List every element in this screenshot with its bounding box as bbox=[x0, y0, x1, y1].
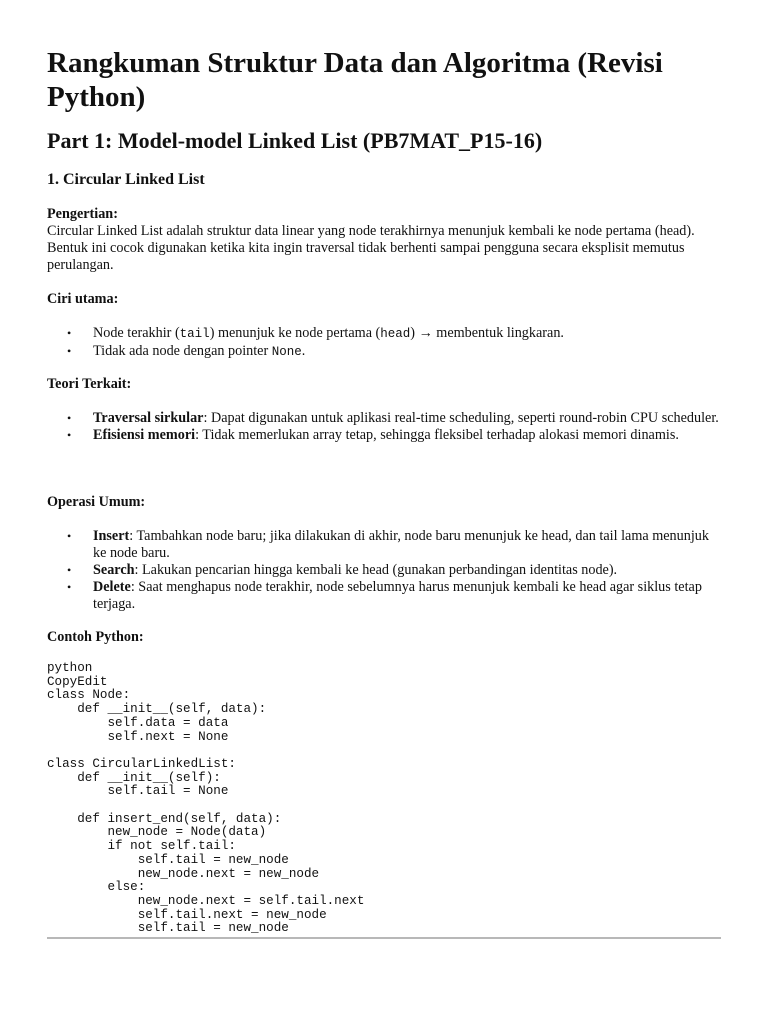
theory-section bbox=[47, 376, 722, 444]
theory-label: Teori Terkait: bbox=[47, 376, 132, 392]
list-item: • Traversal sirkular: Dapat digunakan untuk aplikasi real-time scheduling, seperti round-robin CPU scheduler. bbox=[67, 410, 719, 426]
definition-section bbox=[47, 206, 722, 274]
code-block: python CopyEdit class Node: def __init__(self, data): self.data = data self.next = None class CircularLinkedList: def __init__(self): self.tail = None def insert_end(self, data): new_node = Node(data) if not self.tail: self.tail = new_node new_node.next = new_node else: new_node.next = self.tail.next self.tail.next = new_node self.tail = new_node bbox=[47, 661, 365, 936]
bullet-icon: • bbox=[67, 344, 72, 358]
list-item: • Tidak ada node dengan pointer None. bbox=[67, 343, 306, 359]
features-section bbox=[47, 291, 722, 361]
document-title: Rangkuman Struktur Data dan Algoritma (Revisi Python) bbox=[47, 47, 663, 113]
operations-list bbox=[47, 528, 722, 613]
definition-label: Pengertian: bbox=[47, 206, 118, 222]
page-divider bbox=[47, 937, 721, 939]
bullet-icon: • bbox=[67, 563, 72, 577]
theory-list bbox=[47, 410, 722, 444]
bullet-icon: • bbox=[67, 411, 72, 425]
features-label: Ciri utama: bbox=[47, 291, 119, 307]
operations-label: Operasi Umum: bbox=[47, 494, 146, 510]
features-list bbox=[47, 325, 722, 361]
list-item: • Delete: Saat menghapus node terakhir, node sebelumnya harus menunjuk kembali ke head agar siklus tetap terjaga. bbox=[67, 579, 702, 612]
list-item: • Efisiensi memori: Tidak memerlukan array tetap, sehingga fleksibel terhadap alokasi memori dinamis. bbox=[67, 427, 679, 443]
bullet-icon: • bbox=[67, 529, 72, 543]
definition-text: Circular Linked List adalah struktur data linear yang node terakhirnya menunjuk kembali ke node pertama (head). Bentuk ini cocok digunakan ketika kita ingin traversal tidak berhenti sampai pengguna secara eksplisit memutus perulangan. bbox=[47, 223, 695, 273]
example-section bbox=[47, 629, 722, 936]
section-heading: 1. Circular Linked List bbox=[47, 171, 205, 188]
operations-section bbox=[47, 494, 722, 613]
part-heading: Part 1: Model-model Linked List (PB7MAT_P15-16) bbox=[47, 128, 543, 153]
inline-code: head bbox=[380, 327, 411, 341]
inline-code: tail bbox=[179, 327, 210, 341]
bullet-icon: • bbox=[67, 580, 72, 594]
list-item: • Search: Lakukan pencarian hingga kembali ke head (gunakan perbandingan identitas node). bbox=[67, 562, 618, 578]
bullet-icon: • bbox=[67, 326, 72, 340]
list-item: • Insert: Tambahkan node baru; jika dilakukan di akhir, node baru menunjuk ke head, dan tail lama menunjuk ke node baru. bbox=[67, 528, 709, 561]
bullet-icon: • bbox=[67, 428, 72, 442]
inline-code: None bbox=[271, 345, 302, 359]
example-label: Contoh Python: bbox=[47, 629, 144, 645]
list-item: • Node terakhir (tail) menunjuk ke node pertama (head) → membentuk lingkaran. bbox=[67, 325, 564, 341]
